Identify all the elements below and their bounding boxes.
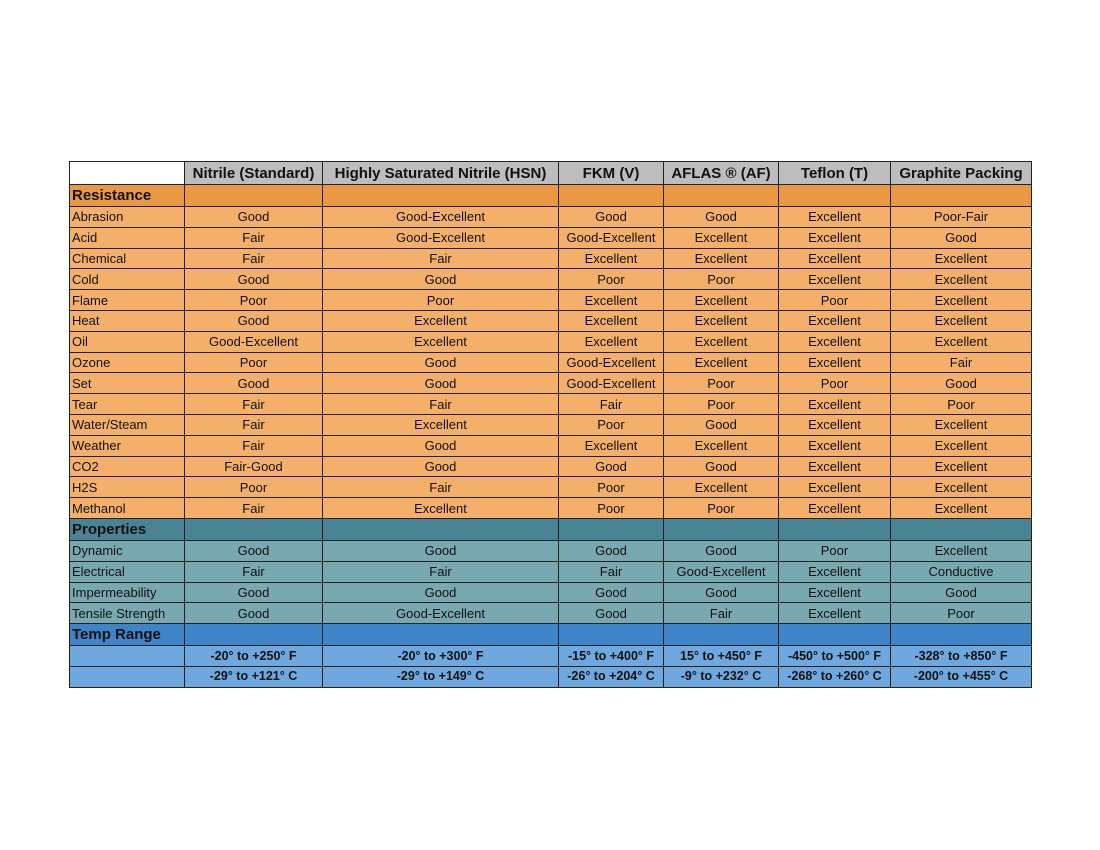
rating-cell: Excellent (664, 331, 779, 352)
rating-cell: Excellent (779, 248, 891, 269)
row-label: Tear (70, 394, 185, 415)
rating-cell: -268° to +260° C (779, 666, 891, 687)
rating-cell: Poor (664, 394, 779, 415)
rating-cell: Conductive (891, 561, 1032, 582)
rating-cell: Poor (559, 498, 664, 519)
rating-cell: Fair (323, 477, 559, 498)
rating-cell: Good (185, 310, 323, 331)
rating-cell: Excellent (891, 456, 1032, 477)
corner-cell (70, 162, 185, 185)
section-filler-cell (559, 624, 664, 646)
row-label: Water/Steam (70, 414, 185, 435)
rating-cell: Excellent (779, 394, 891, 415)
rating-cell: Excellent (779, 352, 891, 373)
rating-cell: Good (664, 456, 779, 477)
section-filler-cell (559, 518, 664, 540)
section-title: Resistance (70, 185, 185, 207)
section-filler-cell (664, 518, 779, 540)
rating-cell: Good (664, 414, 779, 435)
table-row (70, 352, 1032, 373)
section-filler-cell (323, 624, 559, 646)
rating-cell: Poor (779, 373, 891, 394)
rating-cell: Excellent (779, 456, 891, 477)
rating-cell: Excellent (323, 310, 559, 331)
rating-cell: Good-Excellent (559, 352, 664, 373)
rating-cell: Fair (185, 394, 323, 415)
row-label: Weather (70, 435, 185, 456)
rating-cell: Poor (559, 477, 664, 498)
section-filler-cell (559, 185, 664, 207)
section-title: Temp Range (70, 624, 185, 646)
rating-cell: Good-Excellent (185, 331, 323, 352)
rating-cell: Excellent (779, 414, 891, 435)
table-row (70, 540, 1032, 561)
section-filler-cell (779, 624, 891, 646)
row-label: Acid (70, 227, 185, 248)
rating-cell: Good (323, 269, 559, 290)
rating-cell: Fair (559, 394, 664, 415)
rating-cell: Excellent (664, 435, 779, 456)
rating-cell: -26° to +204° C (559, 666, 664, 687)
rating-cell: Poor (185, 477, 323, 498)
section-filler-cell (779, 185, 891, 207)
rating-cell: Fair (323, 248, 559, 269)
table-row (70, 373, 1032, 394)
table-row (70, 561, 1032, 582)
rating-cell: Good (891, 227, 1032, 248)
rating-cell: Fair (185, 227, 323, 248)
rating-cell: Good (559, 540, 664, 561)
section-filler-cell (185, 185, 323, 207)
rating-cell: Good-Excellent (559, 373, 664, 394)
rating-cell: Excellent (891, 498, 1032, 519)
rating-cell: Fair (185, 248, 323, 269)
rating-cell: Good (185, 603, 323, 624)
section-filler-cell (891, 518, 1032, 540)
rating-cell: Excellent (891, 414, 1032, 435)
rating-cell: Good (185, 540, 323, 561)
rating-cell: Good-Excellent (664, 561, 779, 582)
row-label: Oil (70, 331, 185, 352)
rating-cell: Good-Excellent (323, 207, 559, 228)
rating-cell: Good (891, 373, 1032, 394)
row-label: Cold (70, 269, 185, 290)
rating-cell: Good-Excellent (559, 227, 664, 248)
rating-cell: -15° to +400° F (559, 646, 664, 667)
row-label: Methanol (70, 498, 185, 519)
rating-cell: Good (559, 207, 664, 228)
section-filler-cell (891, 185, 1032, 207)
rating-cell: -9° to +232° C (664, 666, 779, 687)
rating-cell: Poor (323, 290, 559, 311)
rating-cell: Good (559, 603, 664, 624)
column-header-graphite: Graphite Packing (891, 162, 1032, 185)
rating-cell: Fair-Good (185, 456, 323, 477)
rating-cell: Poor (559, 414, 664, 435)
rating-cell: -20° to +250° F (185, 646, 323, 667)
column-header-teflon: Teflon (T) (779, 162, 891, 185)
rating-cell: Poor (891, 603, 1032, 624)
rating-cell: Good (664, 207, 779, 228)
rating-cell: Excellent (779, 435, 891, 456)
section-filler-cell (185, 624, 323, 646)
rating-cell: 15° to +450° F (664, 646, 779, 667)
rating-cell: Excellent (559, 290, 664, 311)
table-row (70, 646, 1032, 667)
rating-cell: Fair (323, 394, 559, 415)
table-row (70, 290, 1032, 311)
rating-cell: Good (664, 582, 779, 603)
row-label: CO2 (70, 456, 185, 477)
rating-cell: Good (891, 582, 1032, 603)
rating-cell: Good (323, 435, 559, 456)
rating-cell: Poor (779, 290, 891, 311)
rating-cell: Excellent (559, 331, 664, 352)
row-label: Abrasion (70, 207, 185, 228)
rating-cell: Excellent (891, 477, 1032, 498)
rating-cell: Good (185, 582, 323, 603)
row-label: H2S (70, 477, 185, 498)
row-label: Tensile Strength (70, 603, 185, 624)
table-row (70, 227, 1032, 248)
section-header-resistance (70, 185, 1032, 207)
rating-cell: Poor (779, 540, 891, 561)
column-header-aflas: AFLAS ® (AF) (664, 162, 779, 185)
rating-cell: Good (323, 456, 559, 477)
rating-cell: Excellent (323, 498, 559, 519)
rating-cell: Poor (891, 394, 1032, 415)
rating-cell: Good (664, 540, 779, 561)
section-header-temp-range (70, 624, 1032, 646)
table-row (70, 603, 1032, 624)
section-filler-cell (664, 624, 779, 646)
rating-cell: Excellent (779, 310, 891, 331)
row-label: Set (70, 373, 185, 394)
rating-cell: Excellent (323, 331, 559, 352)
section-filler-cell (323, 185, 559, 207)
rating-cell: Excellent (891, 331, 1032, 352)
row-label: Flame (70, 290, 185, 311)
table-row (70, 248, 1032, 269)
rating-cell: Excellent (891, 310, 1032, 331)
rating-cell: Excellent (664, 477, 779, 498)
table-body (70, 162, 1032, 688)
rating-cell: Excellent (891, 435, 1032, 456)
rating-cell: Excellent (779, 207, 891, 228)
section-filler-cell (185, 518, 323, 540)
rating-cell: Excellent (891, 540, 1032, 561)
row-label: Ozone (70, 352, 185, 373)
rating-cell: Poor (664, 498, 779, 519)
rating-cell: Good (185, 269, 323, 290)
rating-cell: -29° to +121° C (185, 666, 323, 687)
section-filler-cell (891, 624, 1032, 646)
rating-cell: Good (323, 582, 559, 603)
rating-cell: Excellent (891, 269, 1032, 290)
table-row (70, 394, 1032, 415)
table-row (70, 310, 1032, 331)
column-header-nitrile: Nitrile (Standard) (185, 162, 323, 185)
rating-cell: Excellent (891, 290, 1032, 311)
rating-cell: Fair (185, 498, 323, 519)
table-row (70, 269, 1032, 290)
rating-cell: Excellent (664, 290, 779, 311)
header-row (70, 162, 1032, 185)
rating-cell: Excellent (779, 477, 891, 498)
rating-cell: Fair (559, 561, 664, 582)
rating-cell: Fair (664, 603, 779, 624)
rating-cell: Excellent (559, 248, 664, 269)
rating-cell: Excellent (559, 435, 664, 456)
table-row (70, 331, 1032, 352)
table-row (70, 666, 1032, 687)
table-row (70, 414, 1032, 435)
rating-cell: Excellent (664, 310, 779, 331)
rating-cell: Excellent (779, 331, 891, 352)
table-row (70, 207, 1032, 228)
rating-cell: Good (323, 352, 559, 373)
section-filler-cell (323, 518, 559, 540)
rating-cell: Poor-Fair (891, 207, 1032, 228)
row-label: Electrical (70, 561, 185, 582)
row-label (70, 666, 185, 687)
rating-cell: -328° to +850° F (891, 646, 1032, 667)
rating-cell: Fair (891, 352, 1032, 373)
row-label: Impermeability (70, 582, 185, 603)
column-header-hsn: Highly Saturated Nitrile (HSN) (323, 162, 559, 185)
rating-cell: -20° to +300° F (323, 646, 559, 667)
rating-cell: Good (185, 207, 323, 228)
table-row (70, 477, 1032, 498)
rating-cell: Good-Excellent (323, 603, 559, 624)
table-row (70, 456, 1032, 477)
rating-cell: Poor (185, 352, 323, 373)
table-row (70, 582, 1032, 603)
rating-cell: Poor (664, 269, 779, 290)
section-title: Properties (70, 518, 185, 540)
rating-cell: Good (185, 373, 323, 394)
rating-cell: Good (559, 582, 664, 603)
section-filler-cell (664, 185, 779, 207)
material-compatibility-table (69, 161, 1032, 688)
rating-cell: Poor (559, 269, 664, 290)
rating-cell: Fair (185, 414, 323, 435)
row-label (70, 646, 185, 667)
rating-cell: Fair (185, 561, 323, 582)
rating-cell: Excellent (779, 227, 891, 248)
section-header-properties (70, 518, 1032, 540)
table-row (70, 498, 1032, 519)
row-label: Heat (70, 310, 185, 331)
rating-cell: Excellent (559, 310, 664, 331)
rating-cell: Excellent (664, 248, 779, 269)
rating-cell: Good (323, 540, 559, 561)
rating-cell: Excellent (779, 561, 891, 582)
rating-cell: Excellent (779, 582, 891, 603)
rating-cell: Excellent (323, 414, 559, 435)
rating-cell: Good (323, 373, 559, 394)
rating-cell: Excellent (779, 603, 891, 624)
row-label: Dynamic (70, 540, 185, 561)
rating-cell: Poor (185, 290, 323, 311)
rating-cell: Good-Excellent (323, 227, 559, 248)
rating-cell: Excellent (779, 498, 891, 519)
rating-cell: Fair (323, 561, 559, 582)
rating-cell: Excellent (664, 352, 779, 373)
column-header-fkm: FKM (V) (559, 162, 664, 185)
rating-cell: -450° to +500° F (779, 646, 891, 667)
rating-cell: Excellent (779, 269, 891, 290)
section-filler-cell (779, 518, 891, 540)
table-row (70, 435, 1032, 456)
row-label: Chemical (70, 248, 185, 269)
rating-cell: Good (559, 456, 664, 477)
rating-cell: -200° to +455° C (891, 666, 1032, 687)
rating-cell: -29° to +149° C (323, 666, 559, 687)
rating-cell: Fair (185, 435, 323, 456)
rating-cell: Excellent (891, 248, 1032, 269)
rating-cell: Poor (664, 373, 779, 394)
rating-cell: Excellent (664, 227, 779, 248)
